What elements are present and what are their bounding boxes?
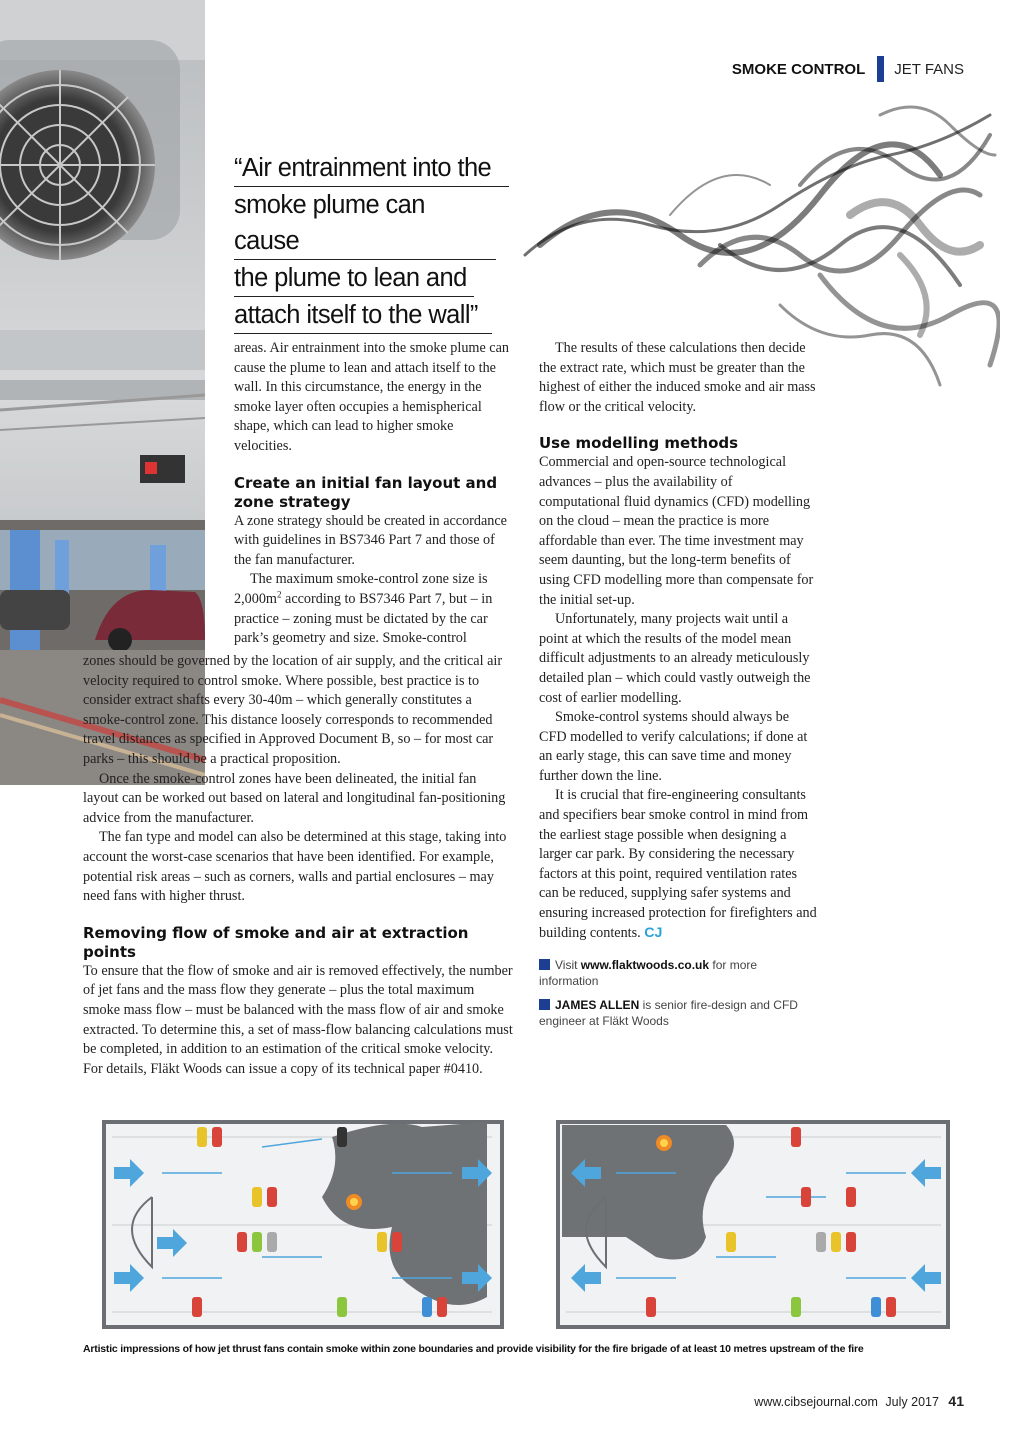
modelling-paragraph-1: Commercial and open-source technological advances – plus the availability of computational fluid dynamics (CFD) modelling on the cloud – mean the practice is more affordable than ever. The time investment may seem daunting, but the long-term benefits of using CFD modelling more than compensate for the initial set-up.	[539, 454, 814, 608]
visit-note	[539, 957, 817, 989]
superscript: 2	[276, 589, 282, 600]
footer-url[interactable]: www.cibsejournal.com	[754, 1395, 878, 1409]
pull-quote-line: “Air entrainment into the	[234, 150, 509, 187]
end-sign: CJ	[644, 924, 663, 941]
section-title: SMOKE CONTROL	[731, 60, 866, 78]
zone-paragraph-3: Once the smoke-control zones have been delineated, the initial fan layout can be worked out based on lateral and longitudinal fan-positioning advice from the manufacturer.	[83, 770, 506, 826]
visit-prefix: Visit	[555, 958, 581, 973]
author-note	[539, 997, 817, 1029]
zone-paragraph-2	[234, 570, 512, 648]
visit-suffix: for more information	[539, 958, 758, 989]
modelling-paragraph-4-text: It is crucial that fire-engineering consultants and specifiers bear smoke control in mind from the earliest stage possible when designing a larger car park. By considering the necessary factors at this point, required ventilation rates can be reduced, supplying safer systems and ensuring increased protection for firefighters and building contents.	[539, 787, 817, 941]
section-subtitle: JET FANS	[894, 60, 964, 78]
car-park-diagram-left	[92, 1117, 512, 1337]
car-park-diagram-right	[546, 1117, 956, 1337]
zone-paragraph-4: The fan type and model can also be determined at this stage, taking into account the worst-case scenarios that have been identified. For example, potential risk areas – such as corners, walls and partial enclosures – may need fans with higher thrust.	[83, 829, 507, 905]
figure-caption: Artistic impressions of how jet thrust fans contain smoke within zone boundaries and provide visibility for the fire brigade of at least 10 metres upstream of the fire	[83, 1343, 864, 1355]
results-paragraph: The results of these calculations then decide the extract rate, which must be greater than the highest of either the induced smoke and air mass flow or the critical velocity.	[539, 340, 816, 415]
header-divider	[877, 56, 884, 82]
pull-quote-line: attach itself to the wall”	[234, 297, 492, 334]
heading-modelling: Use modelling methods	[539, 434, 739, 453]
page-footer	[754, 1393, 964, 1409]
modelling-paragraph-3: Smoke-control systems should always be CFD modelled to verify calculations; if done at an early stage, this can save time and money further down the line.	[539, 709, 808, 784]
section-header	[732, 56, 964, 82]
zone-paragraph-2-cont: zones should be governed by the location of air supply, and the critical air velocity required to control smoke. Where possible, best practice is to consider extract shafts every 30-40m – which generally constitutes a smoke-control zone. This distance loosely corresponds to recommended travel distances as specified in Approved Document B, so – for most car parks – this should be a practical proposition.	[83, 653, 503, 767]
column-1-bottom	[83, 652, 513, 1079]
column-1-top	[234, 339, 512, 649]
pull-quote-line: smoke plume can cause	[234, 187, 496, 260]
heading-zone-strategy: Create an initial fan layout and zone strategy	[234, 473, 498, 511]
zone-paragraph-2-text-b: according to BS7346 Part 7, but – in practice – zoning must be dictated by the car park’s geometry and size. Smoke-control	[234, 590, 493, 647]
pull-quote-line: the plume to lean and	[234, 260, 474, 297]
page-number: 41	[948, 1393, 964, 1409]
modelling-paragraph-2: Unfortunately, many projects wait until a point at which the results of the model mean difficult adjustments to an already meticulously detailed plan – which could vastly outweigh the cost of earlier modelling.	[539, 611, 811, 706]
visit-url[interactable]: www.flaktwoods.co.uk	[580, 958, 710, 973]
pull-quote	[234, 150, 509, 334]
column-2	[539, 339, 817, 1029]
zone-paragraph-2-text: The maximum smoke-control zone size is 2,000m	[234, 571, 488, 607]
intro-paragraph: areas. Air entrainment into the smoke plume can cause the plume to lean and attach itself to the wall. In this circumstance, the energy in the smoke layer often occupies a hemispherical shape, which can lead to higher smoke velocities.	[234, 340, 509, 454]
modelling-paragraph-4	[539, 786, 817, 943]
remove-paragraph: To ensure that the flow of smoke and air is removed effectively, the number of jet fans and the mass flow they generate – plus the total maximum smoke mass flow – must be balanced with the mass flow of air and smoke extracted. To determine this, a set of mass-flow balancing calculations must be completed, in addition to an estimation of the critical smoke velocity. For details, Fläkt Woods can issue a copy of its technical paper #0410.	[83, 962, 513, 1077]
zone-paragraph-1: A zone strategy should be created in accordance with guidelines in BS7346 Part 7 and those of the fan manufacturer.	[234, 512, 507, 568]
author-name: JAMES ALLEN	[555, 998, 640, 1013]
bullet-square-icon	[539, 999, 550, 1010]
footer-date: July 2017	[885, 1395, 939, 1409]
heading-removing-flow: Removing flow of smoke and air at extraction points	[83, 923, 469, 961]
bullet-square-icon	[539, 959, 550, 970]
author-bio: is senior fire-design and CFD engineer at Fläkt Woods	[539, 998, 798, 1029]
